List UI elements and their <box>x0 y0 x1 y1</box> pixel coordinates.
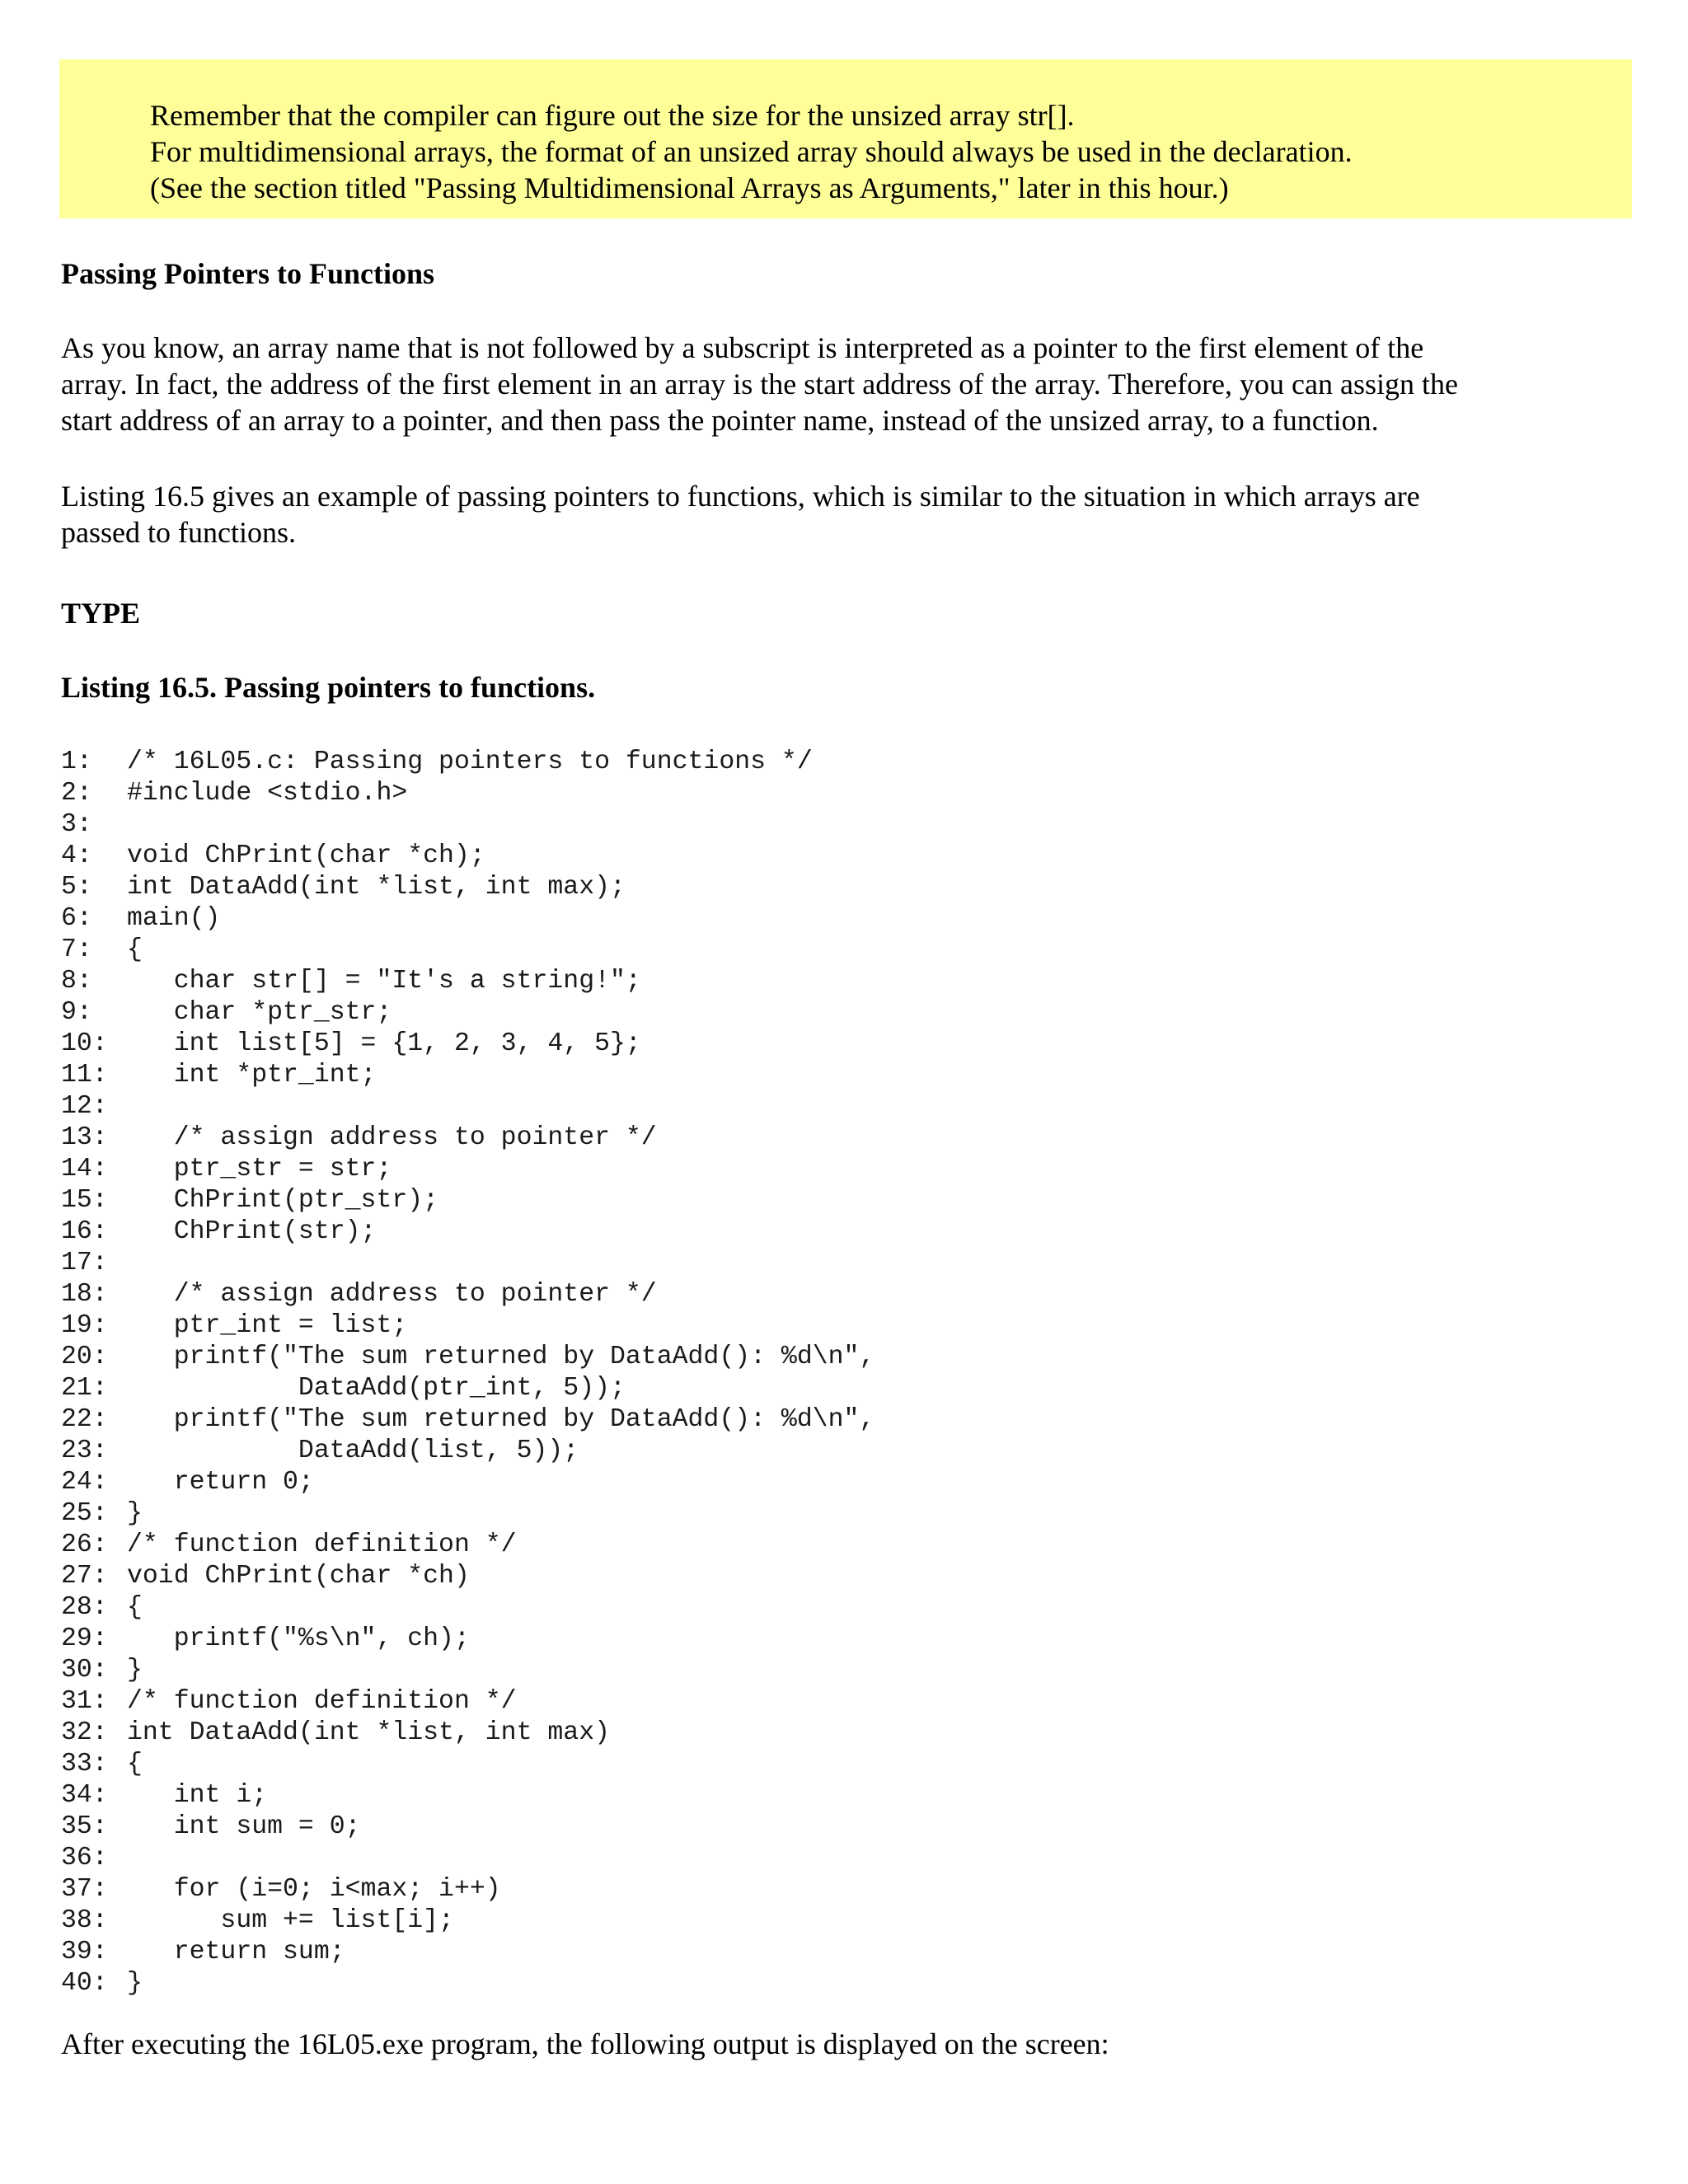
code-text: ptr_str = str; <box>127 1155 392 1183</box>
code-text: /* 16L05.c: Passing pointers to functions */ <box>127 748 813 776</box>
code-line <box>61 1436 874 1467</box>
code-text: /* assign address to pointer */ <box>127 1280 657 1309</box>
code-text: ptr_int = list; <box>127 1311 408 1340</box>
code-line <box>61 997 874 1029</box>
line-number: 8: <box>61 967 92 996</box>
code-text: { <box>127 935 143 964</box>
code-line <box>61 1342 874 1373</box>
code-line <box>61 935 874 966</box>
line-number: 9: <box>61 998 92 1027</box>
code-line <box>61 872 874 903</box>
line-number: 32: <box>61 1718 108 1747</box>
code-text: } <box>127 1499 143 1528</box>
line-number: 34: <box>61 1781 108 1810</box>
code-line <box>61 1530 874 1561</box>
line-number: 31: <box>61 1687 108 1716</box>
code-text: /* assign address to pointer */ <box>127 1123 657 1152</box>
code-text: /* function definition */ <box>127 1530 517 1559</box>
line-number: 3: <box>61 810 92 839</box>
code-text: int sum = 0; <box>127 1812 361 1841</box>
line-number: 10: <box>61 1029 108 1058</box>
code-line <box>61 1154 874 1185</box>
line-number: 4: <box>61 841 92 870</box>
code-line <box>61 1404 874 1436</box>
code-line <box>61 1905 874 1937</box>
line-number: 19: <box>61 1311 108 1340</box>
section-heading: Passing Pointers to Functions <box>61 257 435 290</box>
code-text: /* function definition */ <box>127 1687 517 1716</box>
code-text: { <box>127 1750 143 1779</box>
after-paragraph <box>61 2026 1109 2062</box>
line-number: 39: <box>61 1938 108 1966</box>
code-text: sum += list[i]; <box>127 1906 454 1935</box>
code-text: } <box>127 1656 143 1685</box>
line-number: 29: <box>61 1624 108 1653</box>
code-text: int i; <box>127 1781 268 1810</box>
line-number: 6: <box>61 904 92 933</box>
code-line <box>61 1811 874 1843</box>
code-line <box>61 1749 874 1780</box>
code-line <box>61 1780 874 1811</box>
line-number: 7: <box>61 935 92 964</box>
code-line <box>61 1373 874 1404</box>
line-number: 30: <box>61 1656 108 1685</box>
line-number: 40: <box>61 1969 108 1998</box>
code-text: printf("The sum returned by DataAdd(): %d\n", <box>127 1405 875 1434</box>
line-number: 33: <box>61 1750 108 1779</box>
code-line <box>61 1498 874 1530</box>
code-text: int *ptr_int; <box>127 1061 377 1090</box>
code-text: void ChPrint(char *ch); <box>127 841 485 870</box>
listing-title: Listing 16.5. Passing pointers to functions. <box>61 671 596 704</box>
code-text: char *ptr_str; <box>127 998 392 1027</box>
code-line <box>61 1122 874 1154</box>
code-text: #include <stdio.h> <box>127 779 408 808</box>
line-number: 22: <box>61 1405 108 1434</box>
intro-paragraph <box>61 330 1458 438</box>
line-number: 20: <box>61 1343 108 1371</box>
code-text: printf("The sum returned by DataAdd(): %d\n", <box>127 1343 875 1371</box>
code-text: { <box>127 1593 143 1622</box>
code-line <box>61 1655 874 1686</box>
line-number: 26: <box>61 1530 108 1559</box>
code-text: return sum; <box>127 1938 345 1966</box>
code-line <box>61 1874 874 1905</box>
code-line <box>61 1216 874 1248</box>
line-number: 36: <box>61 1844 108 1872</box>
line-number: 2: <box>61 779 92 808</box>
line-number: 14: <box>61 1155 108 1183</box>
code-line <box>61 1592 874 1624</box>
code-text: return 0; <box>127 1468 314 1497</box>
code-line <box>61 903 874 935</box>
paragraph-line: start address of an array to a pointer, and then pass the pointer name, instead of the unsized array, to a function. <box>61 404 1379 437</box>
code-text: int DataAdd(int *list, int max); <box>127 873 626 902</box>
line-number: 18: <box>61 1280 108 1309</box>
code-listing <box>61 747 874 1999</box>
code-line <box>61 1968 874 1999</box>
line-number: 11: <box>61 1061 108 1090</box>
line-number: 16: <box>61 1217 108 1246</box>
code-text: } <box>127 1969 143 1998</box>
line-number: 25: <box>61 1499 108 1528</box>
code-line <box>61 1561 874 1592</box>
type-label: TYPE <box>61 597 141 630</box>
code-line <box>61 966 874 997</box>
line-number: 38: <box>61 1906 108 1935</box>
line-number: 15: <box>61 1186 108 1215</box>
line-number: 21: <box>61 1374 108 1403</box>
code-line <box>61 1843 874 1874</box>
line-number: 12: <box>61 1092 108 1121</box>
code-line <box>61 747 874 778</box>
line-number: 28: <box>61 1593 108 1622</box>
code-line <box>61 841 874 872</box>
line-number: 17: <box>61 1249 108 1277</box>
code-line <box>61 1248 874 1279</box>
code-text: printf("%s\n", ch); <box>127 1624 470 1653</box>
paragraph-line: passed to functions. <box>61 516 296 549</box>
paragraph-line: As you know, an array name that is not followed by a subscript is interpreted as a pointer to the first element of the <box>61 331 1424 364</box>
code-line <box>61 1091 874 1122</box>
line-number: 35: <box>61 1812 108 1841</box>
code-line <box>61 809 874 841</box>
code-line <box>61 1467 874 1498</box>
code-line <box>61 1718 874 1749</box>
code-text: ChPrint(ptr_str); <box>127 1186 439 1215</box>
code-text: for (i=0; i<max; i++) <box>127 1875 501 1904</box>
code-text: DataAdd(ptr_int, 5)); <box>127 1374 626 1403</box>
line-number: 1: <box>61 748 92 776</box>
code-line <box>61 1029 874 1060</box>
paragraph-line: After executing the 16L05.exe program, the following output is displayed on the screen: <box>61 2027 1109 2060</box>
code-line <box>61 1937 874 1968</box>
line-number: 13: <box>61 1123 108 1152</box>
line-number: 37: <box>61 1875 108 1904</box>
note-line: (See the section titled "Passing Multidimensional Arrays as Arguments," later in this hour.) <box>150 171 1229 204</box>
code-text: main() <box>127 904 221 933</box>
code-line <box>61 778 874 809</box>
note-line: For multidimensional arrays, the format of an unsized array should always be used in the declaration. <box>150 135 1353 168</box>
code-text: DataAdd(list, 5)); <box>127 1436 579 1465</box>
code-line <box>61 1060 874 1091</box>
line-number: 5: <box>61 873 92 902</box>
code-line <box>61 1310 874 1342</box>
note-box <box>59 59 1632 218</box>
code-line <box>61 1686 874 1718</box>
note-line: Remember that the compiler can figure out the size for the unsized array str[]. <box>150 99 1075 132</box>
paragraph-line: array. In fact, the address of the first element in an array is the start address of the array. Therefore, you can assign the <box>61 368 1458 401</box>
code-text: void ChPrint(char *ch) <box>127 1562 470 1591</box>
line-number: 24: <box>61 1468 108 1497</box>
code-text: char str[] = "It's a string!"; <box>127 967 641 996</box>
code-line <box>61 1279 874 1310</box>
paragraph-line: Listing 16.5 gives an example of passing pointers to functions, which is similar to the situation in which arrays are <box>61 480 1420 513</box>
line-number: 23: <box>61 1436 108 1465</box>
listing-paragraph <box>61 478 1420 551</box>
code-line <box>61 1624 874 1655</box>
code-text: ChPrint(str); <box>127 1217 377 1246</box>
code-text: int list[5] = {1, 2, 3, 4, 5}; <box>127 1029 641 1058</box>
line-number: 27: <box>61 1562 108 1591</box>
code-text: int DataAdd(int *list, int max) <box>127 1718 610 1747</box>
code-line <box>61 1185 874 1216</box>
